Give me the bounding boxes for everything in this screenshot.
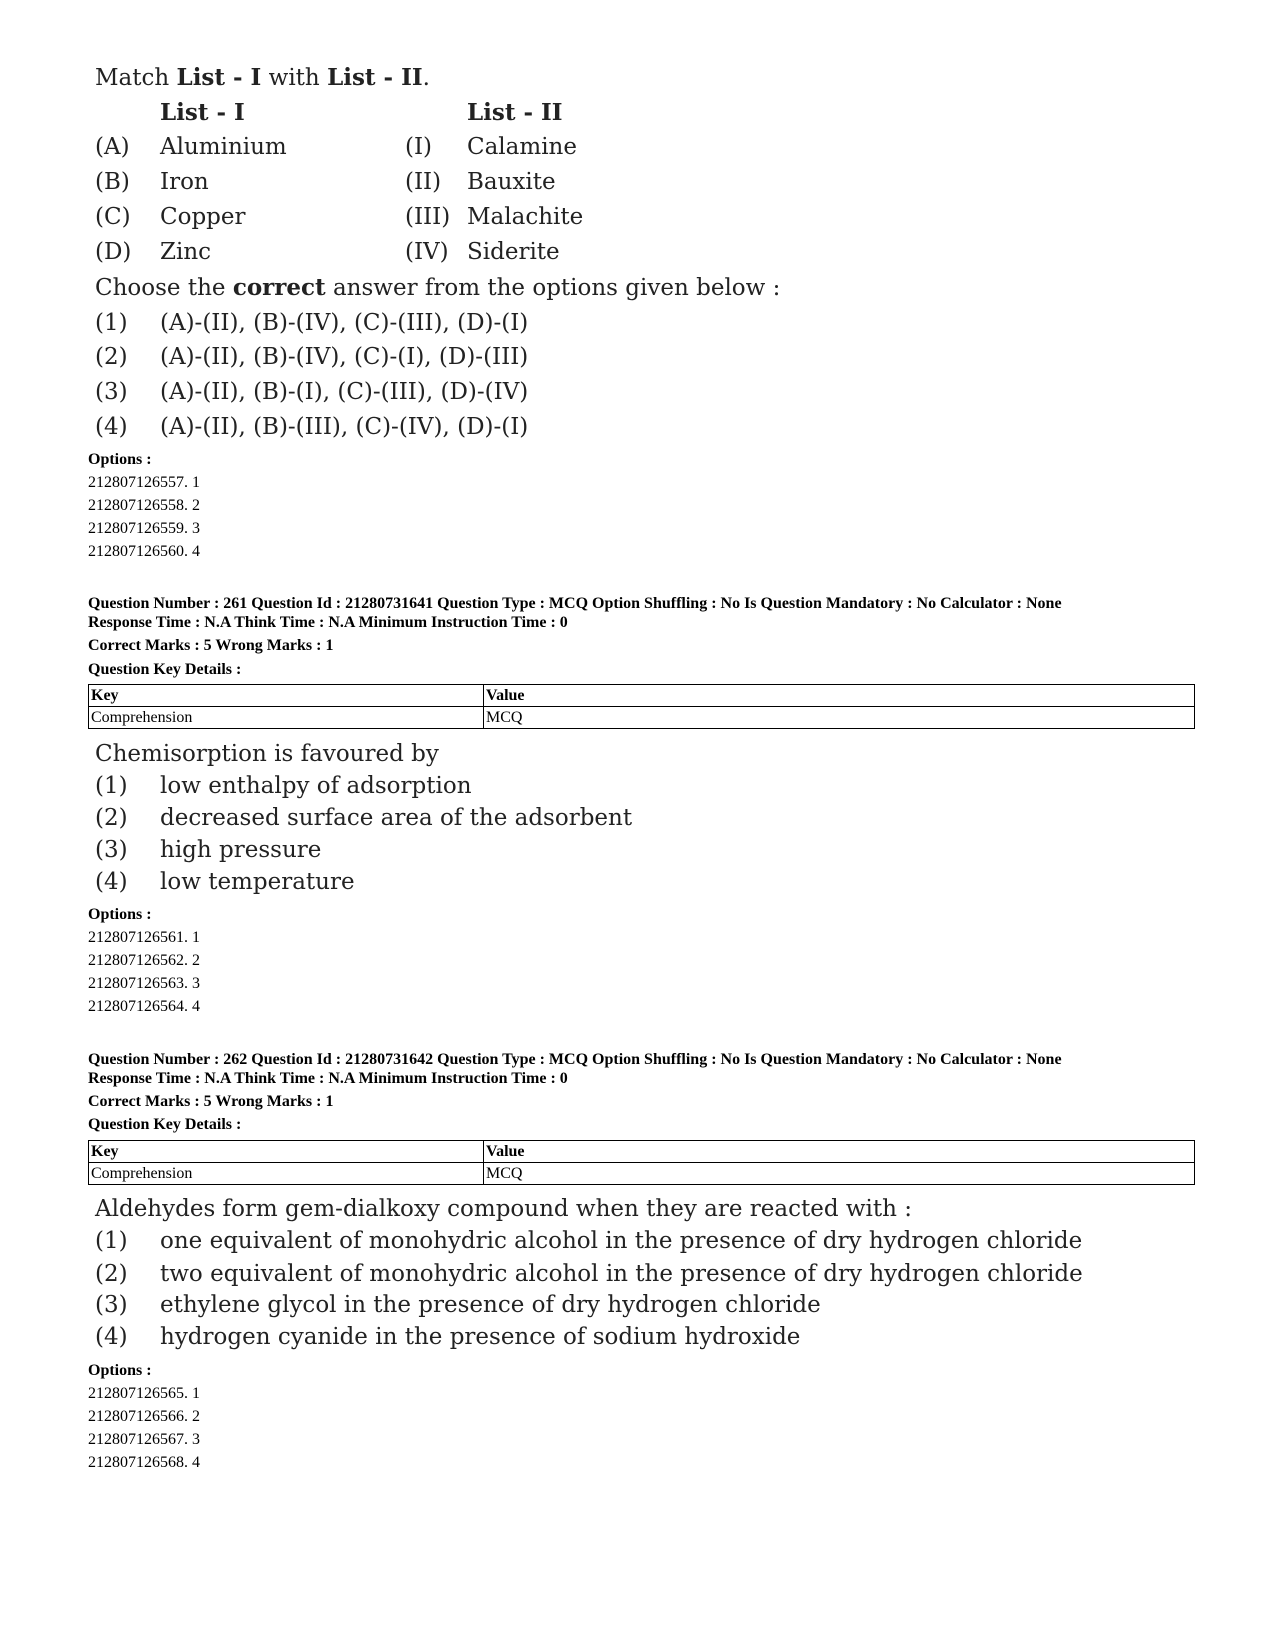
- q260-list1-header: List - I: [160, 99, 245, 126]
- q260-title-list2: List - II: [327, 64, 423, 91]
- q260-row-list2-label: (I): [405, 134, 433, 160]
- q260-row-list1-text: Zinc: [160, 239, 212, 265]
- q262-option-id: 212807126567. 3: [88, 1431, 200, 1448]
- table-header-row: [89, 685, 1195, 707]
- q260-list2-header: List - II: [467, 99, 563, 126]
- q262-key-table: [88, 1140, 1195, 1185]
- table-cell-key: Comprehension: [89, 707, 484, 729]
- q262-choice-text: two equivalent of monohydric alcohol in the presence of dry hydrogen chloride: [160, 1261, 1083, 1287]
- q262-option-id: 212807126568. 4: [88, 1454, 200, 1471]
- table-header-value: Value: [484, 1141, 1195, 1163]
- q260-option-id: 212807126560. 4: [88, 543, 200, 560]
- table-header-key: Key: [89, 1141, 484, 1163]
- q260-choose-bold: correct: [232, 274, 326, 301]
- q260-choice-number: (3): [95, 379, 128, 405]
- q260-choice-number: (2): [95, 344, 128, 370]
- table-row: [89, 1163, 1195, 1185]
- q261-options-label: Options :: [88, 906, 152, 923]
- q261-choice-number: (4): [95, 869, 128, 895]
- q261-key-table: [88, 684, 1195, 729]
- q261-choice-text: low enthalpy of adsorption: [160, 773, 472, 799]
- q260-option-id: 212807126557. 1: [88, 474, 200, 491]
- q261-option-id: 212807126562. 2: [88, 952, 200, 969]
- table-header-key: Key: [89, 685, 484, 707]
- table-header-row: [89, 1141, 1195, 1163]
- q260-title: [95, 64, 430, 91]
- q262-stem: Aldehydes form gem-dialkoxy compound when they are reacted with :: [95, 1196, 913, 1222]
- q260-row-list1-text: Copper: [160, 204, 246, 230]
- q260-choice-text: (A)-(II), (B)-(III), (C)-(IV), (D)-(I): [160, 414, 529, 440]
- q260-row-label: (C): [95, 204, 131, 230]
- q261-choice-text: decreased surface area of the adsorbent: [160, 805, 633, 831]
- q260-choice-number: (4): [95, 414, 128, 440]
- q260-choose-instruction: [95, 274, 780, 301]
- q260-row-list2-label: (IV): [405, 239, 449, 265]
- table-header-value: Value: [484, 685, 1195, 707]
- q262-choice-number: (1): [95, 1228, 128, 1254]
- q260-row-list2-text: Bauxite: [467, 169, 556, 195]
- q260-row-list2-label: (III): [405, 204, 451, 230]
- q261-choice-number: (3): [95, 837, 128, 863]
- q260-row-label: (B): [95, 169, 130, 195]
- q261-key-details-label: Question Key Details :: [88, 661, 242, 678]
- q260-title-end: .: [422, 65, 430, 91]
- table-cell-key: Comprehension: [89, 1163, 484, 1185]
- table-row: [89, 707, 1195, 729]
- q260-row-label: (A): [95, 134, 130, 160]
- q260-row-list2-text: Calamine: [467, 134, 577, 160]
- q262-option-id: 212807126565. 1: [88, 1385, 200, 1402]
- q261-marks: Correct Marks : 5 Wrong Marks : 1: [88, 637, 334, 654]
- q262-choice-number: (4): [95, 1324, 128, 1350]
- q260-options-label: Options :: [88, 451, 152, 468]
- q260-row-label: (D): [95, 239, 132, 265]
- q261-option-id: 212807126563. 3: [88, 975, 200, 992]
- q260-title-prefix: Match: [95, 65, 177, 91]
- q260-option-id: 212807126558. 2: [88, 497, 200, 514]
- q260-title-mid: with: [261, 65, 328, 91]
- q261-option-id: 212807126561. 1: [88, 929, 200, 946]
- table-cell-value: MCQ: [484, 1163, 1195, 1185]
- q262-choice-number: (3): [95, 1292, 128, 1318]
- q262-choice-number: (2): [95, 1261, 128, 1287]
- q261-stem: Chemisorption is favoured by: [95, 741, 439, 767]
- q261-choice-number: (1): [95, 773, 128, 799]
- q260-row-list1-text: Iron: [160, 169, 209, 195]
- q260-choice-text: (A)-(II), (B)-(IV), (C)-(I), (D)-(III): [160, 344, 529, 370]
- q262-choice-text: one equivalent of monohydric alcohol in the presence of dry hydrogen chloride: [160, 1228, 1083, 1254]
- q260-choose-suffix: answer from the options given below :: [325, 275, 781, 301]
- q260-choice-number: (1): [95, 310, 128, 336]
- q260-row-list2-text: Malachite: [467, 204, 584, 230]
- q262-key-details-label: Question Key Details :: [88, 1116, 242, 1133]
- q262-marks: Correct Marks : 5 Wrong Marks : 1: [88, 1093, 334, 1110]
- q260-choice-text: (A)-(II), (B)-(IV), (C)-(III), (D)-(I): [160, 310, 529, 336]
- q262-option-id: 212807126566. 2: [88, 1408, 200, 1425]
- q260-row-list2-text: Siderite: [467, 239, 560, 265]
- q262-meta-line1: Question Number : 262 Question Id : 21280731642 Question Type : MCQ Option Shuffling : No Is Question Mandatory : No Calculator : None: [88, 1051, 1062, 1068]
- q260-title-list1: List - I: [176, 64, 262, 91]
- q261-option-id: 212807126564. 4: [88, 998, 200, 1015]
- q261-meta-line1: Question Number : 261 Question Id : 21280731641 Question Type : MCQ Option Shuffling : No Is Question Mandatory : No Calculator : None: [88, 595, 1062, 612]
- q262-meta-line2: Response Time : N.A Think Time : N.A Minimum Instruction Time : 0: [88, 1070, 568, 1087]
- q260-choose-prefix: Choose the: [95, 275, 233, 301]
- q261-choice-text: high pressure: [160, 837, 322, 863]
- q261-choice-text: low temperature: [160, 869, 355, 895]
- q260-row-list1-text: Aluminium: [160, 134, 287, 160]
- q262-options-label: Options :: [88, 1362, 152, 1379]
- q262-choice-text: hydrogen cyanide in the presence of sodium hydroxide: [160, 1324, 801, 1350]
- q261-meta-line2: Response Time : N.A Think Time : N.A Minimum Instruction Time : 0: [88, 614, 568, 631]
- q260-row-list2-label: (II): [405, 169, 442, 195]
- q262-choice-text: ethylene glycol in the presence of dry hydrogen chloride: [160, 1292, 821, 1318]
- table-cell-value: MCQ: [484, 707, 1195, 729]
- q260-choice-text: (A)-(II), (B)-(I), (C)-(III), (D)-(IV): [160, 379, 529, 405]
- q260-option-id: 212807126559. 3: [88, 520, 200, 537]
- q261-choice-number: (2): [95, 805, 128, 831]
